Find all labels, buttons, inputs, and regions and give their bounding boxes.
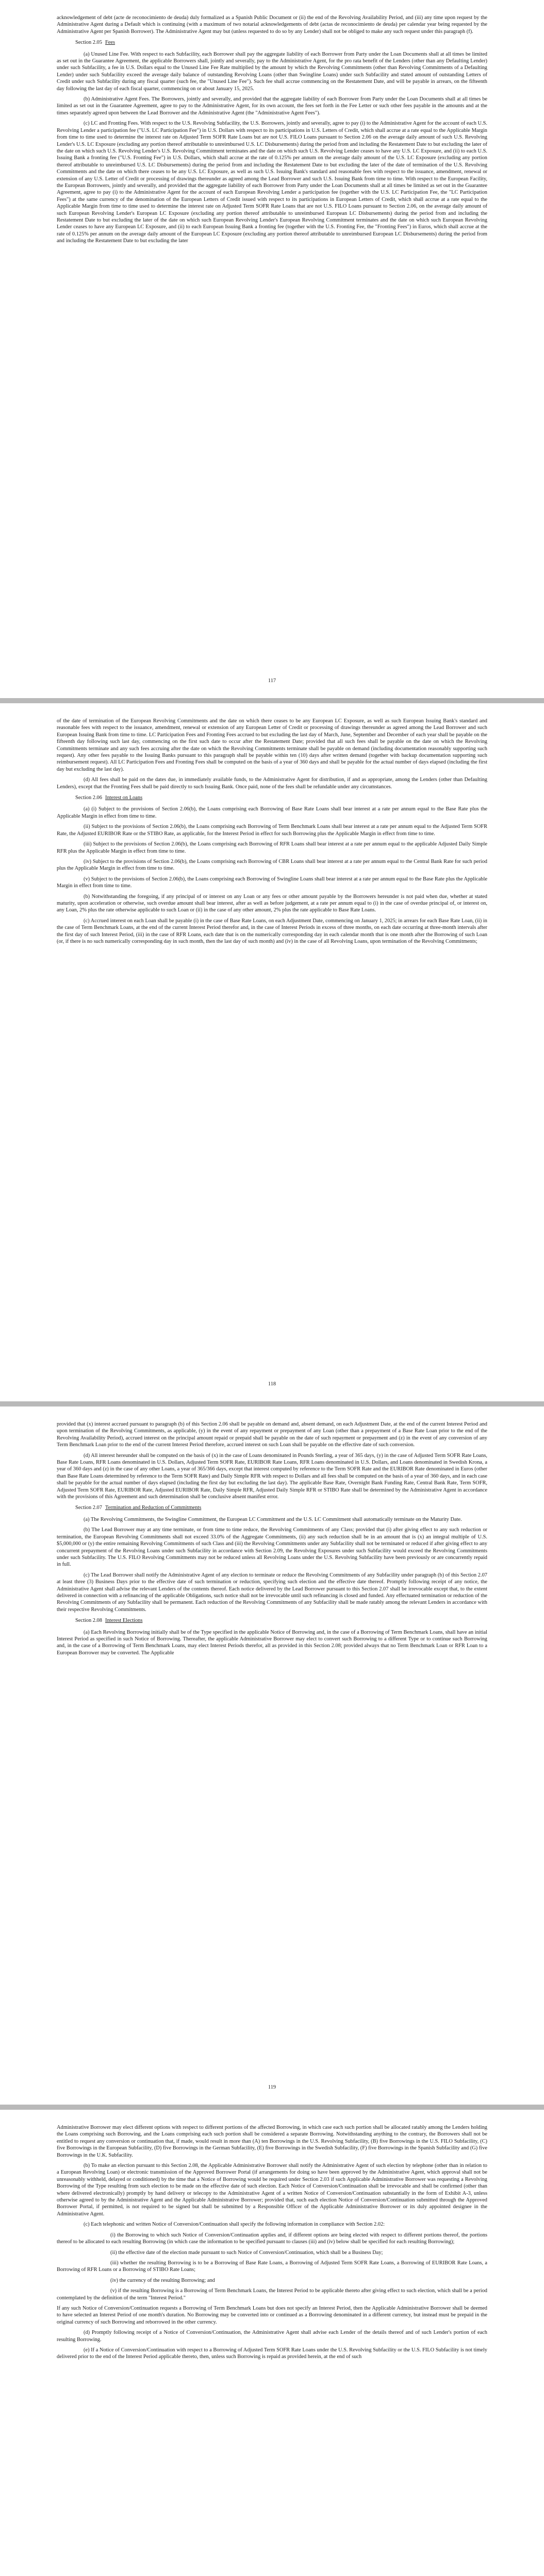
paragraph: (ii) the effective date of the election made pursuant to such Notice of Conversion/Continuation, which shall be a Business Day; <box>110 2249 383 2256</box>
document-page <box>0 0 544 698</box>
paragraph: (b) Notwithstanding the foregoing, if any principal of or interest on any Loan or any fees or other amount payable by the Borrowers hereunder is not paid when due, whether at stated maturity, upon acceleration or otherwise, such overdue amount shall bear interest, after as well as before judgement, at a rate per annum equal to (i) in the case of overdue principal of, or interest on, any Loan, 2% plus the rate otherwise applicable to such Loan or (ii) in the case of any other amount, 2% plus the rate applicable to Base Rate Loans. <box>57 893 487 913</box>
section-title: Interest on Loans <box>105 795 143 801</box>
section-heading <box>75 1617 487 1624</box>
section-number: Section 2.07 <box>75 1505 102 1511</box>
paragraph: (iv) the currency of the resulting Borrowing; and <box>110 2277 215 2283</box>
paragraph: Administrative Borrower may elect different options with respect to different portions of the affected Borrowing, in which case each such portion shall be allocated ratably among the Lenders holding the Loans comprising such Borrowing, and the Loans comprising each such portion shall be considered a separate Borrowing. Notwithstanding anything to the contrary, the Borrowers shall not be entitled to request any conversion or continuation that, if made, would result in more than (A) ten Borrowings in the U.S. Revolving Subfacility, (B) five Borrowings in the U.S. FILO Subfacility, (C) five Borrowings in the European Subfacility, (D) five Borrowings in the German Subfacility, (E) five Borrowings in the Swedish Subfacility, (F) five Borrowings in the Spanish Subfacility and (G) five Borrowings in the U.K. Subfacility. <box>57 2125 487 2158</box>
section-number: Section 2.08 <box>75 1618 102 1624</box>
paragraph: (d) All interest hereunder shall be computed on the basis of (x) in the case of Loans denominated in Pounds Sterling, a year of 365 days, (y) in the case of Adjusted Term SOFR Rate Loans, Base Rate Loans, RFR Loans denominated in U.S. Dollars, Adjusted Term SOFR Rate, EURIBOR Rate Loans, RFR Loans denominated in U.S. Dollars, and Loans denominated in Swedish Krona, a year of 360 days and (z) in the case of any other Loans, a year of 365/366 days, except that interest computed by reference to the Term SOFR Rate and the EURIBOR Rate denominated in Euros (other than Base Rate Loans determined by reference to the Term SOFR Rate) and Daily Simple RFR with respect to Dollars and all fees shall be computed on the basis of a year of 360 days, and in each case shall be payable for the actual number of days elapsed (including the first day but excluding the last day). The applicable Base Rate, Overnight Bank Funding Rate, Central Bank Rate, Term SOFR, Adjusted Term SOFR Rate, EURIBOR Rate, Adjusted EURIBOR Rate, Daily Simple RFR, Adjusted Daily Simple RFR or STIBO Rate shall be determined by the Administrative Agent in accordance with the provisions of this Agreement and such determination shall be conclusive absent manifest error. <box>57 1452 487 1500</box>
section-heading <box>75 39 487 46</box>
page-body <box>57 718 487 1368</box>
page-body <box>57 14 487 665</box>
paragraph: (v) Subject to the provisions of Section 2.06(b), the Loans comprising each Borrowing of Swingline Loans shall bear interest at a rate per annum equal to the Base Rate plus the Applicable Margin in effect from time to time. <box>57 876 487 889</box>
document-page <box>0 1406 544 2105</box>
page-body <box>57 2124 487 2576</box>
paragraph: (iii) whether the resulting Borrowing is to be a Borrowing of Base Rate Loans, a Borrowing of Adjusted Term SOFR Rate Loans, a Borrowing of EURIBOR Rate Loans, a Borrowing of RFR Loans or a Borrowing of STIBO Rate Loans; <box>57 2260 487 2273</box>
section-heading <box>75 1504 487 1511</box>
paragraph: (a) (i) Subject to the provisions of Section 2.06(b), the Loans comprising each Borrowing of Base Rate Loans shall bear interest at a rate per annum equal to the Base Rate plus the Applicable Margin in effect from time to time. <box>57 806 487 819</box>
paragraph: (c) The Lead Borrower shall notify the Administrative Agent of any election to terminate or reduce the Revolving Commitments of any Subfacility under paragraph (b) of this Section 2.07 at least three (3) Business Days prior to the effective date of such termination or reduction, specifying such election and the effective date thereof. Promptly following receipt of any notice, the Administrative Agent shall advise the relevant Lenders of the contents thereof. Each notice delivered by the Lead Borrower pursuant to this Section 2.07 shall be irrevocable except that, to the extent delivered in connection with a refinancing of the applicable Obligations, such notice shall not be irrevocable until such refinancing is closed and funded. Any effectuated termination or reduction of the Revolving Commitments of any Subfacility shall be permanent. Each reduction of the Revolving Commitments of any Subfacility shall be made ratably among the relevant Lenders in accordance with their respective Revolving Commitments. <box>57 1572 487 1613</box>
paragraph: provided that (x) interest accrued pursuant to paragraph (b) of this Section 2.06 shall be payable on demand and, absent demand, on each Adjustment Date, at the end of the current Interest Period and upon termination of the Revolving Commitments, as applicable, (y) in the event of any repayment or prepayment of any Loan (other than a prepayment of a Base Rate Loan prior to the end of the Revolving Availability Period), accrued interest on the principal amount repaid or prepaid shall be payable on the date of such repayment or prepayment and (z) in the event of any conversion of any Term Benchmark Loan prior to the end of the current Interest Period therefore, accrued interest on such Loan shall be payable on the effective date of such conversion. <box>57 1421 487 1448</box>
section-heading <box>75 794 487 801</box>
document-page <box>0 2110 544 2576</box>
paragraph: (v) if the resulting Borrowing is a Borrowing of Term Benchmark Loans, the Interest Period to be applicable thereto after giving effect to such election, which shall be a period contemplated by the definition of the term "Interest Period." <box>57 2288 487 2301</box>
paragraph: (i) the Borrowing to which such Notice of Conversion/Continuation applies and, if different options are being elected with respect to different portions thereof, the portions thereof to be allocated to each resulting Borrowing (in which case the information to be specified pursuant to clauses (iii) and (iv) below shall be specified for each resulting Borrowing); <box>57 2232 487 2245</box>
paragraph: (d) Promptly following receipt of a Notice of Conversion/Continuation, the Administrative Agent shall advise each Lender of the details thereof and of such Lender's portion of each resulting Borrowing. <box>57 2330 487 2343</box>
paragraph: (c) LC and Fronting Fees. With respect to the U.S. Revolving Subfacility, the U.S. Borrowers, jointly and severally, agree to pay (i) to the Administrative Agent for the account of each U.S. Revolving Lender a participation fee ("U.S. LC Participation Fee") in U.S. Dollars with respect to its participations in U.S. Letters of Credit, which shall accrue at a rate equal to the Applicable Margin from time to time used to determine the interest rate on Adjusted Term SOFR Rate Loans but are not U.S. FILO Loans pursuant to Section 2.06 on the average daily amount of such U.S. Revolving Lender's U.S. LC Exposure (excluding any portion thereof attributable to unreimbursed U.S. LC Disbursements) during the period from and including the Restatement Date to but excluding the later of the date on which such U.S. Revolving Lender's U.S. Revolving Commitment terminates and the date on which such U.S. Revolving Lender ceases to have any U.S. LC Exposure, and (ii) to each U.S. Issuing Bank a fronting fee ("U.S. Fronting Fee") in U.S. Dollars, which shall accrue at the rate of 0.125% per annum on the average daily amount of the U.S. LC Exposure (excluding any portion thereof attributable to unreimbursed U.S. LC Disbursements) during the period from and including the Restatement Date to but excluding the later of the date of termination of the U.S. Revolving Commitments and the date on which there ceases to be any U.S. LC Exposure, as well as such U.S. Issuing Bank's standard and reasonable fees with respect to the issuance, amendment, renewal or extension of any U.S. Letter of Credit or processing of drawings thereunder as agreed among the Lead Borrower and such U.S. Issuing Bank from time to time. With respect to the European Facility, the European Borrowers, jointly and severally, and provided that the aggregate liability of each Borrower from Party under the Loan Documents shall at all times be limited as set out in the Guarantee Agreement, agree to pay (i) to the Administrative Agent for the account of each European Revolving Lender a participation fee (together with the U.S. LC Participation Fee, the "LC Participation Fees") at the same currency of the denomination of the European Letters of Credit issued with respect to its participations in European Letters of Credit, which shall accrue at a rate equal to the Applicable Margin from time to time used to determine the interest rate on Adjusted Term SOFR Rate Loans that are not U.S. FILO Loans pursuant to Section 2.06, on the average daily amount of such European Revolving Lender's European LC Exposure (excluding any portion thereof attributable to unreimbursed European LC Disbursements) during the period from and including the Restatement Date to but excluding the later of the date on which such European Revolving Lender's European Revolving Commitment terminates and the date on which such European Revolving Lender ceases to have any European LC Exposure, and (ii) to each European Issuing Bank a fronting fee (together with the U.S. Fronting Fee, the "Fronting Fees") in Euros, which shall accrue at the rate of 0.125% per annum on the average daily amount of the European LC Exposure (excluding any portion thereof attributable to unreimbursed European LC Disbursements) during the period from and including the Restatement Date to but excluding the later <box>57 121 487 244</box>
paragraph: acknowledgement of debt (acte de reconocimiento de deuda) duly formalized as a Spanish Public Document or (ii) the end of the Revolving Availability Period, and (iii) any time upon request by the Administrative Agent during a Default which is continuing (with a maximum of two notarial acknowledgements of debt (actas de reconocimiento de deuda) per calendar year being requested by the Administrative Agent per Spanish Borrower). The Administrative Agent may but (unless requested to do so by any Lender) shall not be obliged to make any such request under this paragraph (f). <box>57 15 487 35</box>
paragraph: (ii) Subject to the provisions of Section 2.06(b), the Loans comprising each Borrowing of Term Benchmark Loans shall bear interest at a rate per annum equal to the Adjusted Term SOFR Rate, the Adjusted EURIBOR Rate or the STIBO Rate, as applicable, for the Interest Period in effect for such Borrowing plus the Applicable Margin in effect from time to time. <box>57 824 487 837</box>
paragraph: (c) Accrued interest on each Loan shall be payable (i) in the case of Base Rate Loans, on each Adjustment Date, commencing on January 1, 2025; in arrears for each Base Rate Loan, (ii) in the case of Term Benchmark Loans, at the end of the current Interest Period therefor and, in the case of Interest Periods in excess of three months, on each date occurring at three-month intervals after the first day of such Interest Period, (iii) in the case of RFR Loans, each date that is on the numerically corresponding day in each calendar month that is one month after the Borrowing of such Loan (or, if there is no such numerically corresponding day in such month, then the last day of such month) and (iv) in the case of all Revolving Loans, upon termination of the Revolving Commitments; <box>57 918 487 944</box>
section-number: Section 2.05 <box>75 40 102 46</box>
paragraph: (d) All fees shall be paid on the dates due, in immediately available funds, to the Administrative Agent for distribution, if and as appropriate, among the Lenders (other than Defaulting Lenders), except that the Fronting Fees shall be paid directly to such Issuing Bank. Once paid, none of the fees shall be refundable under any circumstances. <box>57 777 487 790</box>
document-page <box>0 703 544 1401</box>
section-title: Termination and Reduction of Commitments <box>105 1505 202 1511</box>
paragraph: (a) The Revolving Commitments, the Swingline Commitment, the European LC Commitment and the U.S. LC Commitment shall automatically terminate on the Maturity Date. <box>84 1516 462 1522</box>
paragraph: (iv) Subject to the provisions of Section 2.06(b), the Loans comprising each Borrowing of CBR Loans shall bear interest at a rate per annum equal to the Central Bank Rate for such period plus the Applicable Margin in effect from time to time. <box>57 858 487 872</box>
section-title: Interest Elections <box>105 1618 143 1624</box>
page-body <box>57 1421 487 2072</box>
paragraph: (b) The Lead Borrower may at any time terminate, or from time to time reduce, the Revolving Commitments of any Class; provided that (i) after giving effect to any such reduction or termination, the European Revolving Commitments shall not exceed 33.0% of the Aggregate Commitments, (ii) any such reduction shall be in an amount that is (x) an integral multiple of U.S. $5,000,000 or (y) the entire remaining Revolving Commitments of such Class and (iii) the Revolving Commitments under any Subfacility shall not be terminated or reduced if after giving effect to any concurrent prepayment of the Revolving Loans under such Subfacility in accordance with Section 2.09, the Revolving Exposures under such Subfacility would exceed the Revolving Commitments under such Subfacility. The U.S. FILO Revolving Commitments may not be reduced unless all Revolving Loans under the U.S. Revolving Subfacility have been previously or are concurrently repaid in full. <box>57 1527 487 1568</box>
paragraph: (iii) Subject to the provisions of Section 2.06(b), the Loans comprising each Borrowing of RFR Loans shall bear interest at a rate per annum equal to the applicable Adjusted Daily Simple RFR plus the Applicable Margin in effect from time to time. <box>57 841 487 854</box>
paragraph: (a) Unused Line Fee. With respect to each Subfacility, each Borrower shall pay the aggregate liability of each Borrower from Party under the Loan Documents shall at all times be limited as set out in the Guarantee Agreement, the applicable Borrowers shall, jointly and severally, pay to the Administrative Agent, for the pro rata benefit of the Lenders (other than any Defaulting Lender) under such Subfacility, a fee in U.S. Dollars equal to the Unused Line Fee Rate multiplied by the amount by which the Revolving Commitments (other than Revolving Commitments of a Defaulting Lender) under such Subfacility exceed the average daily balance of outstanding Revolving Loans (other than Swingline Loans) under such Subfacility and stated amount of outstanding Letters of Credit under such Subfacility during any fiscal quarter (such fee, the "Unused Line Fee"). Such fee shall accrue commencing on the Restatement Date, and will be payable in arrears, on the fifteenth day following the last day of each fiscal quarter, commencing on or about January 15, 2025. <box>57 51 487 92</box>
paragraph: (b) Administrative Agent Fees. The Borrowers, jointly and severally, and provided that the aggregate liability of each Borrower from Party under the Loan Documents shall at all times be limited as set out in the Guarantee Agreement, agree to pay to the Administrative Agent, for its own account, the fees set forth in the Fee Letter or such other fees payable in the amounts and at the times separately agreed upon between the Lead Borrower and the Administrative Agent (the "Administrative Agent Fees"). <box>57 96 487 116</box>
paragraph: (b) To make an election pursuant to this Section 2.08, the Applicable Administrative Borrower shall notify the Administrative Agent of such election by telephone (other than in relation to a European Revolving Loan) or electronic transmission of the Approved Borrower Portal (if arrangements for doing so have been approved by the Administrative Agent, which approval shall not be unreasonably withheld, delayed or conditioned) by the time that a Notice of Borrowing would be required under Section 2.03 if such Applicable Administrative Borrower was requesting a Revolving Borrowing of the Type resulting from such election to be made on the effective date of such election. Each Notice of Conversion/Continuation shall be irrevocable and shall be confirmed (other than where delivered electronically) promptly by hand delivery or telecopy to the Administrative Agent of a written Notice of Conversion/Continuation substantially in the form of Exhibit A-3, unless otherwise agreed to by the Administrative Agent and the Applicable Administrative Borrower; provided that, such each election Notice of Conversion/Continuation submitted through the Approved Borrower Portal, if permitted, is not required to be signed but shall be submitted by a Responsible Officer of the Applicable Administrative Borrower or its duly appointed designee in the Administrative Agent. <box>57 2163 487 2217</box>
paragraph: of the date of termination of the European Revolving Commitments and the date on which there ceases to be any European LC Exposure, as well as such European Issuing Bank's standard and reasonable fees with respect to the issuance, amendment, renewal or extension of any European Letter of Credit or processing of drawings thereunder as agreed among the Lead Borrower and such European Issuing Bank from time to time. LC Participation Fees and Fronting Fees accrued to but excluding the last day of March, June, September and December of each year shall be payable on the fifteenth day following such last day, commencing on the first such date to occur after the Restatement Date; provided that all such fees shall be payable on the date on which the Revolving Commitments terminate and any such fees accruing after the date on which the Revolving Commitments terminate shall be payable on demand (including documentation reasonably supporting such request). Any other fees payable to the Issuing Banks pursuant to this paragraph shall be payable within ten (10) days after written demand (together with backup documentation supporting such reimbursement request). All LC Participation Fees and Fronting Fees shall be computed on the basis of a year of 360 days and shall be payable for the actual number of days elapsed (including the first day but excluding the last day). <box>57 718 487 772</box>
page-number: 119 <box>268 2084 276 2090</box>
paragraph: If any such Notice of Conversion/Continuation requests a Borrowing of Term Benchmark Loans but does not specify an Interest Period, then the Applicable Administrative Borrower shall be deemed to have selected an Interest Period of one month's duration. No Borrowing may be converted into or continued as a Borrowing denominated in a different currency, but instead must be prepaid in the original currency of such Borrowing and reborrowed in the other currency. <box>57 2305 487 2325</box>
section-title: Fees <box>105 40 116 46</box>
page-number: 118 <box>268 1381 276 1387</box>
paragraph: (e) If a Notice of Conversion/Continuation with respect to a Borrowing of Adjusted Term SOFR Rate Loans under the U.S. Revolving Subfacility or the U.S. FILO Subfacility is not timely delivered prior to the end of the Interest Period applicable thereto, then, unless such Borrowing is repaid as provided herein, at the end of such <box>57 2347 487 2360</box>
page-number: 117 <box>268 678 276 684</box>
paragraph: (c) Each telephonic and written Notice of Conversion/Continuation shall specify the following information in compliance with Section 2.02: <box>84 2222 385 2228</box>
paragraph: (a) Each Revolving Borrowing initially shall be of the Type specified in the applicable Notice of Borrowing and, in the case of a Borrowing of Term Benchmark Loans, shall have an initial Interest Period as specified in such Notice of Borrowing. Thereafter, the applicable Administrative Borrower may elect to convert such Borrowing to a different Type or to continue such Borrowing and, in the case of a Borrowing of Term Benchmark Loans, may elect Interest Periods therefor, all as provided in this Section 2.08; provided always that no Term Benchmark Loan or RFR Loan to a European Borrower may be converted. The Applicable <box>57 1629 487 1656</box>
section-number: Section 2.06 <box>75 795 102 801</box>
